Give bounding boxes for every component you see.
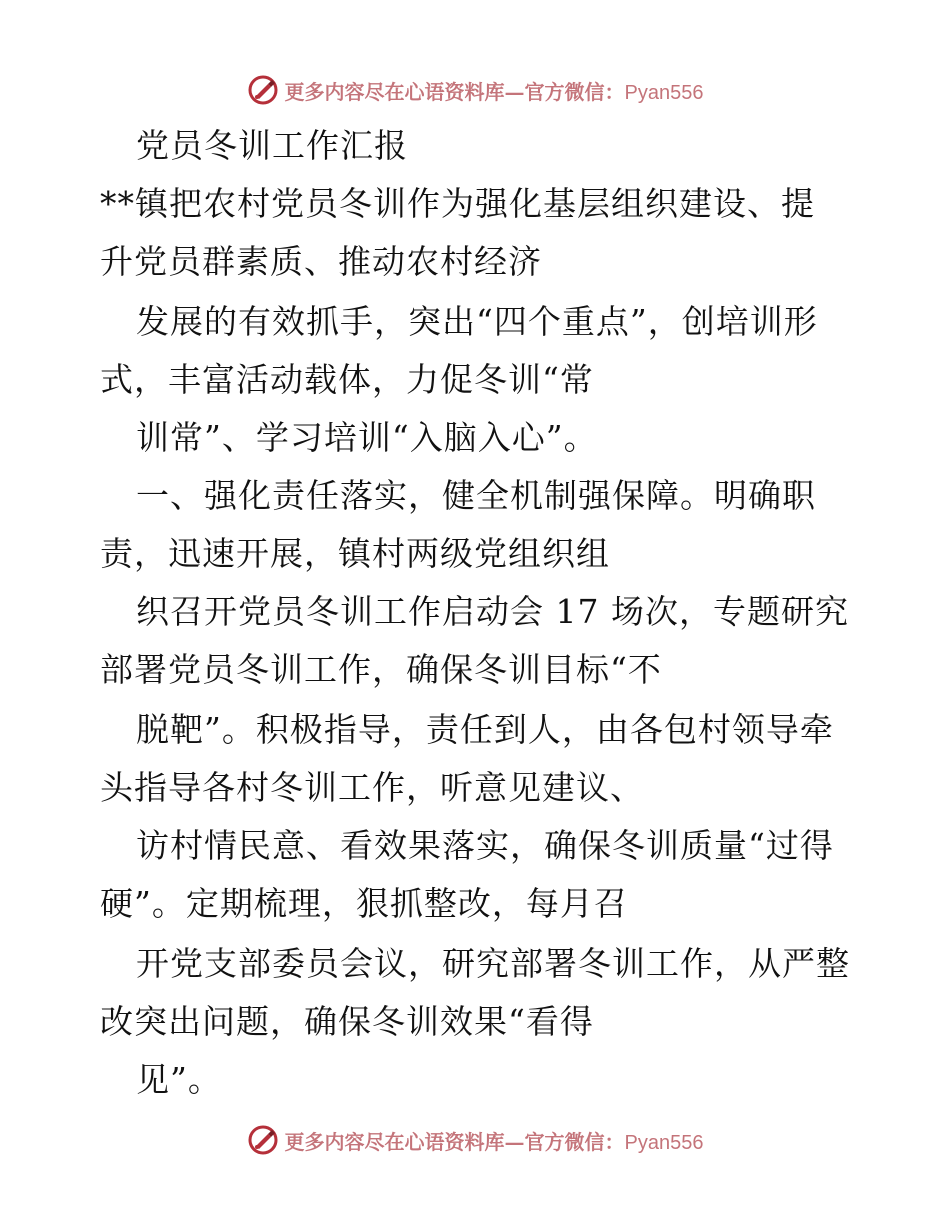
paragraph-line: 发展的有效抓手，突出“四个重点”，创培训形 [136, 302, 818, 341]
header-watermark-banner [0, 70, 950, 110]
paragraph-line: 访村情民意、看效果落实，确保冬训质量“过得 [136, 826, 834, 865]
paragraph-line: 改突出问题，确保冬训效果“看得 [100, 1002, 594, 1041]
paragraph-line: 部署党员冬训工作，确保冬训目标“不 [100, 650, 662, 689]
paragraph-line: 见”。 [136, 1060, 222, 1099]
section-heading-line: 一、强化责任落实，健全机制强保障。明确职 [136, 476, 816, 515]
pen-seal-icon [247, 74, 279, 106]
paragraph-line: 开党支部委员会议，研究部署冬训工作，从严整 [136, 944, 850, 983]
paragraph-line: 织召开党员冬训工作启动会 17 场次，专题研究 [136, 592, 849, 631]
paragraph-line: 训常”、学习培训“入脑入心”。 [136, 418, 598, 457]
banner-text [285, 1126, 704, 1155]
banner-wechat-id: Pyan556 [624, 81, 704, 104]
document-title: 党员冬训工作汇报 [136, 126, 408, 165]
paragraph-line: 升党员群素质、推动农村经济 [100, 242, 542, 281]
banner-text [285, 76, 704, 105]
paragraph-line: 脱靶”。积极指导，责任到人，由各包村领导牵 [136, 710, 834, 749]
paragraph-line: 头指导各村冬训工作，听意见建议、 [100, 768, 644, 807]
paragraph-line: 硬”。定期梳理，狠抓整改，每月召 [100, 884, 628, 923]
paragraph-line: **镇把农村党员冬训作为强化基层组织建设、提 [100, 184, 815, 223]
banner-site-text: 更多内容尽在心语资料库—官方微信： [284, 1129, 625, 1154]
banner-wechat-id: Pyan556 [624, 1131, 704, 1154]
footer-watermark-banner [0, 1120, 950, 1160]
paragraph-line: 式，丰富活动载体，力促冬训“常 [100, 360, 594, 399]
banner-site-text: 更多内容尽在心语资料库—官方微信： [284, 79, 625, 104]
pen-seal-icon [247, 1124, 279, 1156]
paragraph-line: 责，迅速开展，镇村两级党组织组 [100, 534, 610, 573]
